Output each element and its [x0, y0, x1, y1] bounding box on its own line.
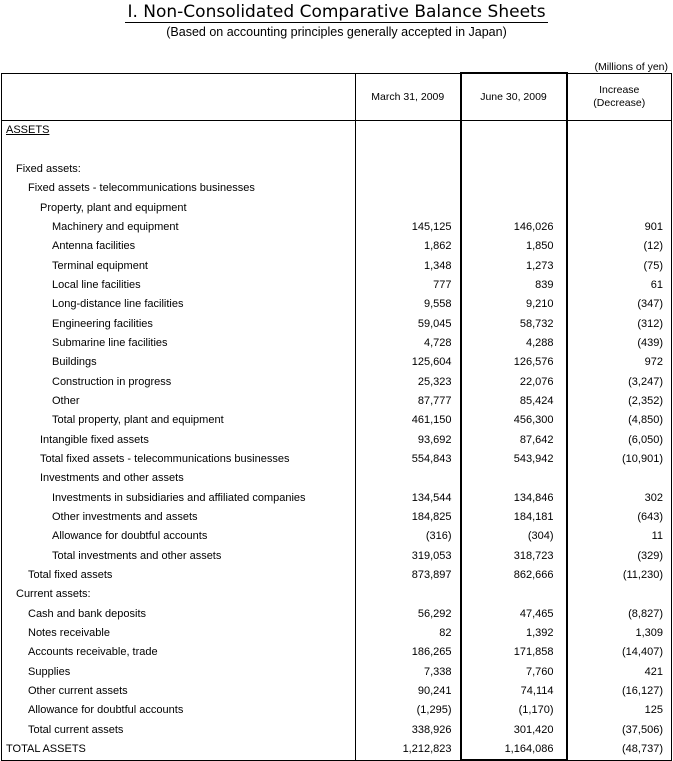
value-june-2009 [461, 160, 567, 179]
value-june-2009: 85,424 [461, 392, 567, 411]
value-increase-decrease: (12) [567, 237, 672, 256]
value-june-2009: 134,846 [461, 489, 567, 508]
value-increase-decrease [567, 469, 672, 488]
value-increase-decrease: (11,230) [567, 566, 672, 585]
header-increase-decrease: Increase (Decrease) [567, 73, 672, 121]
value-increase-decrease: (2,352) [567, 392, 672, 411]
value-march-2009: 338,926 [356, 721, 461, 740]
value-march-2009: 186,265 [356, 643, 461, 662]
value-march-2009: 4,728 [356, 334, 461, 353]
table-row [2, 372, 672, 391]
value-june-2009: 7,760 [461, 663, 567, 682]
value-increase-decrease [567, 140, 672, 159]
value-increase-decrease [567, 198, 672, 217]
value-march-2009: 59,045 [356, 314, 461, 333]
value-march-2009: 1,862 [356, 237, 461, 256]
value-march-2009: 777 [356, 276, 461, 295]
table-row [2, 160, 672, 179]
table-row [2, 140, 672, 159]
value-increase-decrease: (14,407) [567, 643, 672, 662]
table-row [2, 256, 672, 275]
row-label [2, 140, 356, 159]
value-march-2009: 25,323 [356, 372, 461, 391]
row-label: Construction in progress [2, 372, 356, 391]
row-label: Antenna facilities [2, 237, 356, 256]
value-march-2009 [356, 469, 461, 488]
value-increase-decrease: (3,247) [567, 372, 672, 391]
row-label: Buildings [2, 353, 356, 372]
table-row [2, 295, 672, 314]
row-label: Other current assets [2, 682, 356, 701]
value-june-2009 [461, 469, 567, 488]
value-increase-decrease: 11 [567, 527, 672, 546]
value-increase-decrease: (16,127) [567, 682, 672, 701]
value-june-2009: 543,942 [461, 450, 567, 469]
value-march-2009: (316) [356, 527, 461, 546]
value-march-2009 [356, 198, 461, 217]
value-march-2009: 319,053 [356, 547, 461, 566]
value-march-2009: 184,825 [356, 508, 461, 527]
value-march-2009: 125,604 [356, 353, 461, 372]
table-row [2, 585, 672, 604]
value-june-2009: 1,273 [461, 256, 567, 275]
value-june-2009: 171,858 [461, 643, 567, 662]
table-row [2, 605, 672, 624]
table-row [2, 740, 672, 760]
balance-sheet-table [1, 72, 672, 761]
table-row [2, 450, 672, 469]
value-june-2009: 47,465 [461, 605, 567, 624]
value-increase-decrease: (37,506) [567, 721, 672, 740]
value-june-2009 [461, 140, 567, 159]
value-increase-decrease: (6,050) [567, 431, 672, 450]
value-march-2009: 7,338 [356, 663, 461, 682]
row-label: Other investments and assets [2, 508, 356, 527]
value-increase-decrease [567, 585, 672, 604]
value-march-2009 [356, 121, 461, 141]
value-march-2009: 90,241 [356, 682, 461, 701]
value-march-2009 [356, 160, 461, 179]
table-row [2, 353, 672, 372]
table-row [2, 411, 672, 430]
value-june-2009: 184,181 [461, 508, 567, 527]
value-increase-decrease: (48,737) [567, 740, 672, 760]
value-june-2009 [461, 121, 567, 141]
row-label: Total property, plant and equipment [2, 411, 356, 430]
value-june-2009 [461, 198, 567, 217]
row-label: Notes receivable [2, 624, 356, 643]
row-label: Total fixed assets [2, 566, 356, 585]
row-label: Terminal equipment [2, 256, 356, 275]
value-increase-decrease: (643) [567, 508, 672, 527]
value-june-2009: 318,723 [461, 547, 567, 566]
value-increase-decrease: (347) [567, 295, 672, 314]
value-june-2009: 22,076 [461, 372, 567, 391]
table-row [2, 721, 672, 740]
table-row [2, 392, 672, 411]
table-row [2, 469, 672, 488]
units-note: (Millions of yen) [594, 61, 668, 73]
value-march-2009: 461,150 [356, 411, 461, 430]
value-march-2009: (1,295) [356, 701, 461, 720]
value-increase-decrease: (10,901) [567, 450, 672, 469]
page-subtitle: (Based on accounting principles generally accepted in Japan) [166, 25, 507, 39]
value-increase-decrease: 61 [567, 276, 672, 295]
row-label: TOTAL ASSETS [2, 740, 356, 760]
table-row [2, 179, 672, 198]
value-june-2009: 87,642 [461, 431, 567, 450]
value-june-2009: 146,026 [461, 218, 567, 237]
value-march-2009: 87,777 [356, 392, 461, 411]
table-row [2, 489, 672, 508]
value-increase-decrease [567, 160, 672, 179]
value-march-2009: 9,558 [356, 295, 461, 314]
row-label: Total investments and other assets [2, 547, 356, 566]
table-row [2, 566, 672, 585]
row-label: Local line facilities [2, 276, 356, 295]
value-june-2009: 862,666 [461, 566, 567, 585]
value-march-2009: 873,897 [356, 566, 461, 585]
row-label: ASSETS [2, 121, 356, 141]
header-row [2, 73, 672, 121]
value-march-2009: 1,212,823 [356, 740, 461, 760]
row-label: Investments in subsidiaries and affiliated companies [2, 489, 356, 508]
header-march-2009: March 31, 2009 [356, 73, 461, 121]
value-june-2009: (1,170) [461, 701, 567, 720]
table-row [2, 508, 672, 527]
row-label: Accounts receivable, trade [2, 643, 356, 662]
value-increase-decrease: (312) [567, 314, 672, 333]
row-label: Supplies [2, 663, 356, 682]
value-increase-decrease [567, 121, 672, 141]
value-increase-decrease: 1,309 [567, 624, 672, 643]
value-june-2009: 1,850 [461, 237, 567, 256]
value-june-2009: 1,164,086 [461, 740, 567, 760]
table-row [2, 121, 672, 141]
row-label: Engineering facilities [2, 314, 356, 333]
value-increase-decrease: (8,827) [567, 605, 672, 624]
row-label: Investments and other assets [2, 469, 356, 488]
value-march-2009: 554,843 [356, 450, 461, 469]
row-label: Other [2, 392, 356, 411]
row-label: Intangible fixed assets [2, 431, 356, 450]
table-row [2, 431, 672, 450]
table-row [2, 547, 672, 566]
row-label: Current assets: [2, 585, 356, 604]
value-june-2009: 126,576 [461, 353, 567, 372]
header-label-cell [2, 73, 356, 121]
row-label: Cash and bank deposits [2, 605, 356, 624]
row-label: Total fixed assets - telecommunications businesses [2, 450, 356, 469]
value-march-2009: 82 [356, 624, 461, 643]
value-increase-decrease: (439) [567, 334, 672, 353]
value-march-2009: 134,544 [356, 489, 461, 508]
value-increase-decrease [567, 179, 672, 198]
table-row [2, 218, 672, 237]
value-june-2009: 58,732 [461, 314, 567, 333]
value-june-2009: 9,210 [461, 295, 567, 314]
row-label: Long-distance line facilities [2, 295, 356, 314]
table-row [2, 701, 672, 720]
value-june-2009: 456,300 [461, 411, 567, 430]
row-label: Fixed assets: [2, 160, 356, 179]
table-row [2, 643, 672, 662]
value-march-2009: 1,348 [356, 256, 461, 275]
value-june-2009: 74,114 [461, 682, 567, 701]
value-march-2009 [356, 585, 461, 604]
row-label: Allowance for doubtful accounts [2, 701, 356, 720]
value-increase-decrease: (4,850) [567, 411, 672, 430]
value-increase-decrease: 421 [567, 663, 672, 682]
value-june-2009: 4,288 [461, 334, 567, 353]
value-june-2009: (304) [461, 527, 567, 546]
row-label: Machinery and equipment [2, 218, 356, 237]
row-label: Allowance for doubtful accounts [2, 527, 356, 546]
value-june-2009: 839 [461, 276, 567, 295]
table-row [2, 663, 672, 682]
row-label: Total current assets [2, 721, 356, 740]
value-march-2009 [356, 179, 461, 198]
value-increase-decrease: 302 [567, 489, 672, 508]
table-row [2, 682, 672, 701]
table-row [2, 334, 672, 353]
value-march-2009: 93,692 [356, 431, 461, 450]
value-increase-decrease: (329) [567, 547, 672, 566]
table-row [2, 276, 672, 295]
table-row [2, 624, 672, 643]
value-increase-decrease: 972 [567, 353, 672, 372]
header-june-2009: June 30, 2009 [461, 73, 567, 121]
value-increase-decrease: (75) [567, 256, 672, 275]
value-march-2009: 145,125 [356, 218, 461, 237]
row-label: Submarine line facilities [2, 334, 356, 353]
value-increase-decrease: 901 [567, 218, 672, 237]
value-march-2009: 56,292 [356, 605, 461, 624]
table-row [2, 314, 672, 333]
table-row [2, 527, 672, 546]
value-increase-decrease: 125 [567, 701, 672, 720]
value-march-2009 [356, 140, 461, 159]
value-june-2009: 301,420 [461, 721, 567, 740]
row-label: Property, plant and equipment [2, 198, 356, 217]
row-label: Fixed assets - telecommunications businesses [2, 179, 356, 198]
value-june-2009 [461, 585, 567, 604]
table-row [2, 237, 672, 256]
value-june-2009: 1,392 [461, 624, 567, 643]
value-june-2009 [461, 179, 567, 198]
table-row [2, 198, 672, 217]
page-title: I. Non-Consolidated Comparative Balance Sheets [127, 2, 546, 22]
